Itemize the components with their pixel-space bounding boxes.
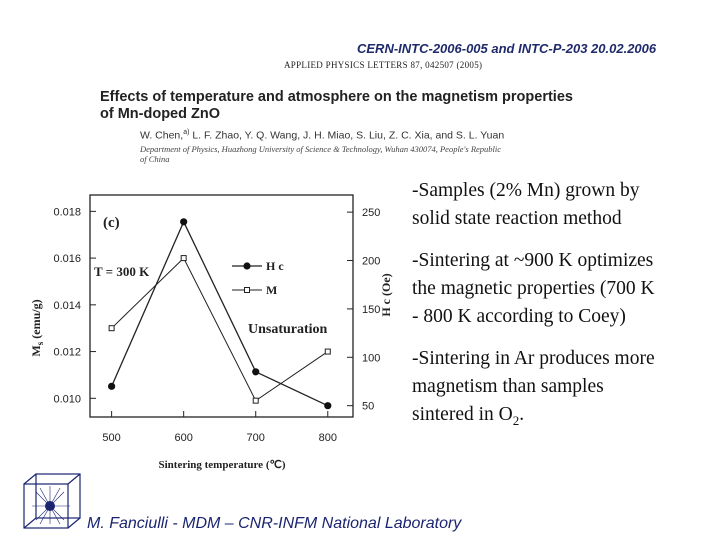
left-tick-label: 0.016 [53, 253, 81, 266]
x-tick-label: 700 [246, 432, 265, 444]
paper-authors [140, 129, 504, 142]
x-axis-tick-labels [102, 432, 337, 444]
data-point-hc [324, 402, 331, 409]
unsaturation-annotation: Unsaturation [248, 322, 328, 337]
paper-title-line-2: of Mn-doped ZnO [100, 106, 220, 122]
left-tick-label: 0.014 [53, 299, 81, 312]
axis-ticks [90, 211, 353, 417]
series-markers [108, 218, 331, 409]
paper-title [100, 89, 660, 123]
document-reference-header: CERN-INTC-2006-005 and INTC-P-203 20.02.2006 [357, 41, 657, 56]
bullet-3-line-2: magnetism than samples [412, 376, 604, 397]
journal-citation: APPLIED PHYSICS LETTERS 87, 042507 (2005) [284, 60, 483, 70]
y-axis-left-label [29, 299, 45, 356]
data-point-hc [180, 218, 187, 225]
condition-annotation: T = 300 K [94, 264, 150, 279]
bullet-item-sintering-atmosphere [412, 345, 720, 435]
author-footnote-mark: a) [183, 129, 190, 136]
x-tick-label: 500 [102, 432, 121, 444]
bullet-2-line-2: the magnetic properties (700 K [412, 278, 655, 299]
data-point-hc [108, 383, 115, 390]
affiliation-line-1: Department of Physics, Huazhong University of Science & Technology, Wuhan 430074, People's Republic [140, 144, 502, 154]
left-tick-label: 0.018 [53, 206, 81, 219]
footer-credit: M. Fanciulli - MDM – CNR-INFM National Laboratory [87, 515, 462, 532]
data-point-m [181, 256, 186, 261]
lab-logo [20, 470, 86, 536]
bullet-item-sintering-temperature [412, 247, 720, 331]
data-point-hc [252, 368, 259, 375]
first-author: W. Chen, [140, 129, 184, 142]
data-point-m [109, 326, 114, 331]
y-axis-left-label-unit: (emu/g) [29, 299, 43, 342]
paper-affiliation [140, 144, 610, 164]
panel-label: (c) [103, 215, 120, 231]
left-axis-tick-labels [53, 206, 81, 405]
x-tick-label: 600 [174, 432, 193, 444]
series-lines [112, 222, 328, 406]
right-tick-label: 150 [362, 303, 381, 316]
plot-frame [90, 195, 353, 417]
left-tick-label: 0.012 [53, 346, 81, 359]
bullet-1-line-2: solid state reaction method [412, 208, 622, 229]
bullet-3-line-3: sintered in O [412, 404, 513, 425]
legend-swatch-m-marker [245, 288, 250, 293]
left-tick-label: 0.010 [53, 393, 81, 406]
bullet-3-line-1: -Sintering in Ar produces more [412, 348, 655, 369]
bullet-2-line-1: -Sintering at ~900 K optimizes [412, 250, 654, 271]
x-tick-label: 800 [318, 432, 337, 444]
legend-label-m: M [266, 283, 278, 297]
y-axis-right-label: H c (Oe) [379, 273, 393, 317]
bullet-1-line-1: -Samples (2% Mn) grown by [412, 180, 640, 201]
y-axis-left-label-subscript: s [35, 341, 45, 346]
right-axis-tick-labels [362, 207, 380, 413]
x-axis-label: Sintering temperature (℃) [158, 459, 286, 471]
right-tick-label: 100 [362, 352, 381, 365]
bullet-item-growth [412, 177, 720, 233]
bullet-3-line-3-end: . [519, 404, 525, 425]
paper-title-line-1: Effects of temperature and atmosphere on the magnetism properties [100, 89, 573, 105]
data-point-m [325, 349, 330, 354]
right-tick-label: 250 [362, 207, 381, 220]
legend-swatch-hc-marker [243, 262, 250, 269]
magnetism-chart [20, 185, 395, 475]
chart-legend [232, 259, 284, 297]
data-point-m [253, 398, 258, 403]
oxygen-subscript: 2 [512, 412, 520, 428]
right-tick-label: 200 [362, 255, 381, 268]
co-authors: L. F. Zhao, Y. Q. Wang, J. H. Miao, S. Liu, Z. C. Xia, and S. L. Yuan [189, 129, 505, 142]
legend-label-hc: H c [266, 259, 284, 273]
series-line-hc [112, 222, 328, 406]
right-tick-label: 50 [362, 400, 375, 413]
affiliation-line-2: of China [140, 154, 170, 164]
y-axis-left-label-symbol: M [29, 345, 43, 357]
bullet-2-line-3: - 800 K according to Coey) [412, 306, 626, 327]
bullet-list [412, 177, 720, 449]
